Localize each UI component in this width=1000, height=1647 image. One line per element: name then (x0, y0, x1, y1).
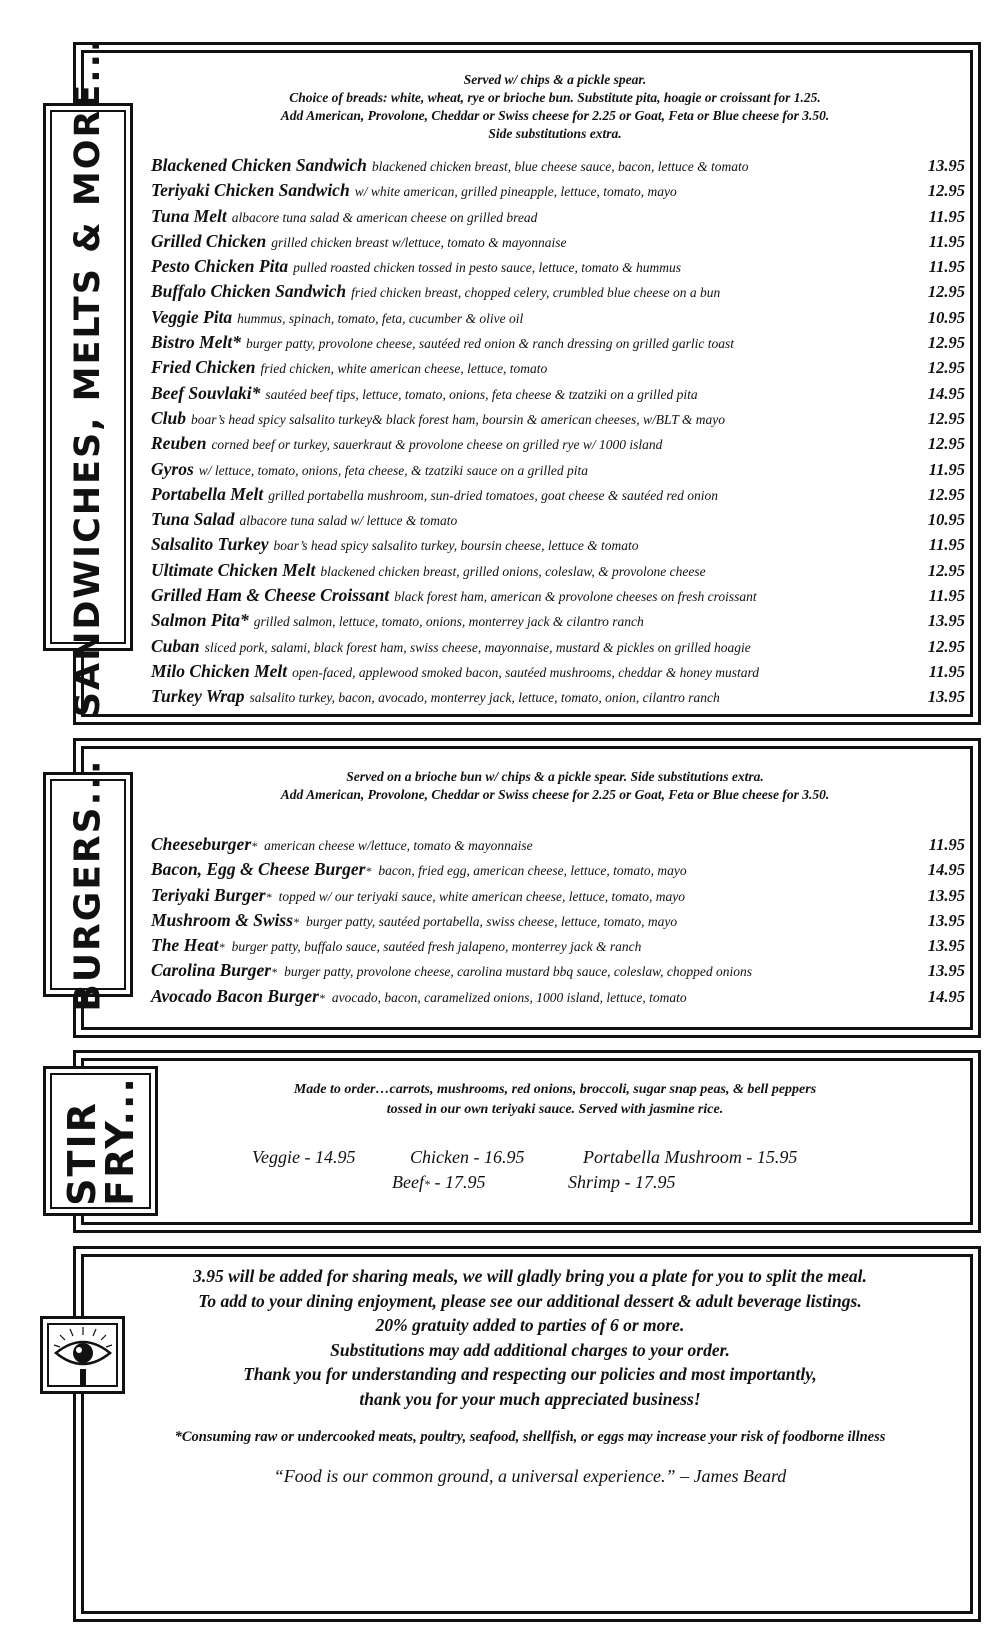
james-beard-quote: “Food is our common ground, a universal experience.” – James Beard (273, 1466, 787, 1486)
menu-item-price: 11.95 (928, 835, 965, 854)
sandwiches-list (151, 155, 965, 712)
menu-item (151, 885, 965, 910)
policy-line: To add to your dining enjoyment, please see our additional dessert & adult beverage listings. (198, 1290, 862, 1311)
menu-item (151, 459, 965, 484)
menu-item-star: * (293, 914, 300, 929)
policy-line: Substitutions may add additional charges to your order. (330, 1339, 730, 1360)
menu-item-description: w/ lettuce, tomato, onions, feta cheese, & tzatziki sauce on a grilled pita (198, 462, 588, 478)
menu-item-name: Tuna Salad (151, 509, 235, 530)
menu-item-description: topped w/ our teriyaki sauce, white american cheese, lettuce, tomato, mayo (278, 888, 685, 904)
menu-item-description: sliced pork, salami, black forest ham, swiss cheese, mayonnaise, mustard & pickles on grilled hoagie (204, 639, 751, 655)
menu-item (151, 661, 965, 686)
menu-item-name: Portabella Melt (151, 483, 264, 504)
menu-item (151, 408, 965, 433)
menu-item-name: Milo Chicken Melt (151, 660, 288, 681)
stirfry-beef-star: * (423, 1177, 430, 1191)
menu-item-name: The Heat (151, 935, 219, 956)
menu-item-name: Grilled Ham & Cheese Croissant (151, 585, 390, 606)
menu-item-price: 11.95 (928, 661, 965, 681)
menu-item-price: 13.95 (927, 885, 965, 905)
menu-item-price: 11.95 (928, 535, 965, 555)
menu-item-price: 12.95 (927, 358, 965, 378)
menu-item-name: Beef Souvlaki* (151, 382, 261, 403)
menu-item-price: 12.95 (927, 560, 965, 580)
sandwiches-intro-line: Add American, Provolone, Cheddar or Swiss cheese for 2.25 or Goat, Feta or Blue cheese for 3.50. (280, 108, 830, 123)
menu-item-price: 13.95 (927, 611, 965, 631)
menu-item-star: * (365, 864, 372, 879)
menu-item-name: Grilled Chicken (151, 230, 267, 251)
menu-item-price: 11.95 (928, 257, 965, 277)
menu-item-description: black forest ham, american & provolone cheeses on fresh croissant (394, 589, 757, 605)
menu-item-name: Buffalo Chicken Sandwich (151, 281, 347, 302)
menu-item-name: Teriyaki Chicken Sandwich (151, 180, 350, 201)
menu-item (151, 610, 965, 635)
sandwiches-title: SANDWICHES, MELTS & MORE... (68, 36, 108, 718)
policies-tab (40, 1316, 125, 1394)
menu-item (151, 307, 965, 332)
menu-item-star: * (251, 839, 258, 853)
menu-item (151, 960, 965, 985)
menu-item-description: grilled portabella mushroom, sun-dried tomatoes, goat cheese & sautéed red onion (268, 487, 718, 503)
menu-item-description: hummus, spinach, tomato, feta, cucumber & olive oil (237, 310, 524, 326)
menu-item-description: burger patty, provolone cheese, sautéed red onion & ranch dressing on grilled garlic toast (245, 336, 735, 352)
burgers-list (151, 834, 965, 1011)
menu-item-description: fried chicken breast, chopped celery, crumbled blue cheese on a bun (351, 285, 721, 301)
menu-item-description: bacon, fried egg, american cheese, lettuce, tomato, mayo (378, 863, 687, 879)
menu-item (151, 484, 965, 509)
menu-item-description: albacore tuna salad w/ lettuce & tomato (239, 513, 458, 529)
menu-item-name: Salsalito Turkey (151, 534, 269, 555)
menu-item (151, 686, 965, 711)
menu-item-name: Ultimate Chicken Melt (151, 559, 316, 580)
stirfry-title-line2: FRY... (97, 1076, 142, 1206)
menu-item-name: Mushroom & Swiss (151, 909, 294, 930)
menu-item-description: corned beef or turkey, sauerkraut & provolone cheese on grilled rye w/ 1000 island (211, 437, 663, 453)
menu-item-name: Fried Chicken (151, 357, 256, 378)
stirfry-beef-name: Beef (392, 1172, 424, 1192)
menu-item-name: Tuna Melt (151, 205, 227, 226)
menu-item-price: 13.95 (927, 156, 965, 175)
menu-item-description: sautéed beef tips, lettuce, tomato, onions, feta cheese & tzatziki on a grilled pita (265, 386, 698, 402)
menu-item-price: 12.95 (927, 484, 965, 504)
menu-item-name: Turkey Wrap (151, 686, 245, 707)
menu-item (151, 383, 965, 408)
menu-item (151, 256, 965, 281)
menu-item-name: Pesto Chicken Pita (151, 256, 289, 277)
stirfry-intro-line: Made to order…carrots, mushrooms, red onions, broccoli, sugar snap peas, & bell peppers (293, 1082, 817, 1097)
menu-item-price: 12.95 (927, 636, 965, 656)
menu-item-description: burger patty, buffalo sauce, sautéed fresh jalapeno, monterrey jack & ranch (231, 939, 642, 955)
menu-item-star: * (318, 990, 325, 1005)
food-safety-disclaimer: *Consuming raw or undercooked meats, poultry, seafood, shellfish, or eggs may increase your risk of foodborne illness (174, 1429, 886, 1445)
menu-item-price: 13.95 (927, 687, 965, 707)
menu-item-name: Bistro Melt* (151, 332, 241, 353)
menu-item-price: 14.95 (927, 383, 965, 403)
burgers-tab (43, 757, 133, 1012)
menu-item-price: 14.95 (927, 986, 965, 1006)
menu-item (151, 585, 965, 610)
stirfry-option-veggie: Veggie - 14.95 (252, 1147, 356, 1167)
stirfry-section (73, 1050, 981, 1233)
menu-item (151, 509, 965, 534)
menu-item-name: Blackened Chicken Sandwich (151, 155, 367, 175)
stirfry-intro (170, 1080, 940, 1120)
menu-item-price: 11.95 (928, 586, 965, 606)
menu-item-description: albacore tuna salad & american cheese on grilled bread (231, 209, 538, 225)
menu-item-price: 11.95 (928, 231, 965, 251)
menu-item-name: Salmon Pita* (151, 610, 249, 631)
menu-item (151, 534, 965, 559)
menu-item-name: Carolina Burger (151, 960, 272, 981)
menu-item-price: 12.95 (927, 181, 965, 201)
menu-item-description: avocado, bacon, caramelized onions, 1000 island, lettuce, tomato (331, 989, 687, 1005)
stirfry-beef-price: - 17.95 (429, 1172, 486, 1192)
menu-item-price: 12.95 (927, 282, 965, 302)
burgers-title: BURGERS... (67, 757, 109, 1012)
menu-item-description: w/ white american, grilled pineapple, lettuce, tomato, mayo (354, 184, 677, 200)
menu-item (151, 986, 965, 1011)
menu-item-description: boar’s head spicy salsalito turkey& black forest ham, boursin & american cheeses, w/BLT & mayo (191, 411, 725, 427)
menu-item-description: open-faced, applewood smoked bacon, sautéed mushrooms, cheddar & honey mustard (292, 664, 760, 680)
policy-line: thank you for your much appreciated business! (359, 1388, 701, 1409)
menu-item-star: * (265, 889, 272, 904)
policy-line: Thank you for understanding and respecting our policies and most importantly, (243, 1364, 817, 1384)
menu-item-price: 13.95 (927, 910, 965, 930)
policy-line: 3.95 will be added for sharing meals, we will gladly bring you a plate for you to split the meal. (193, 1266, 867, 1286)
menu-item-name: Cuban (151, 635, 200, 656)
menu-item (151, 180, 965, 205)
sandwiches-intro-line: Side substitutions extra. (488, 126, 622, 141)
menu-item-name: Bacon, Egg & Cheese Burger (151, 859, 366, 880)
menu-item (151, 910, 965, 935)
menu-item (151, 859, 965, 884)
menu-item-price: 10.95 (927, 307, 965, 327)
menu-item-price: 12.95 (927, 434, 965, 454)
stirfry-title-line1: STIR (59, 1101, 104, 1206)
menu-item (151, 433, 965, 458)
menu-item-description: burger patty, sautéed portabella, swiss cheese, lettuce, tomato, mayo (306, 913, 678, 929)
menu-item-price: 12.95 (927, 333, 965, 353)
menu-item (151, 155, 965, 180)
menu-item-price: 12.95 (927, 408, 965, 428)
sandwiches-intro-line: Choice of breads: white, wheat, rye or brioche bun. Substitute pita, hoagie or croissant for 1.25. (289, 90, 821, 105)
menu-item (151, 231, 965, 256)
stirfry-intro-line: tossed in our own teriyaki sauce. Served with jasmine rice. (386, 1102, 724, 1117)
menu-item (151, 357, 965, 382)
menu-item-price: 11.95 (928, 459, 965, 479)
menu-item-star: * (271, 965, 278, 980)
stirfry-option-chicken: Chicken - 16.95 (410, 1147, 525, 1167)
menu-item-price: 13.95 (927, 936, 965, 956)
burgers-intro (150, 768, 960, 804)
menu-item-name: Teriyaki Burger (151, 884, 266, 905)
menu-item-description: american cheese w/lettuce, tomato & mayonnaise (264, 838, 533, 853)
menu-item-description: grilled chicken breast w/lettuce, tomato & mayonnaise (271, 234, 567, 250)
menu-item-price: 10.95 (927, 510, 965, 530)
menu-item (151, 281, 965, 306)
menu-item-price: 13.95 (927, 961, 965, 981)
menu-item-price: 11.95 (928, 206, 965, 226)
menu-item-description: grilled salmon, lettuce, tomato, onions, monterrey jack & cilantro ranch (253, 614, 644, 630)
menu-item-name: Avocado Bacon Burger (151, 985, 319, 1006)
stirfry-option-portabella: Portabella Mushroom - 15.95 (583, 1147, 798, 1167)
stirfry-tab (43, 1066, 158, 1216)
menu-item-name: Club (151, 407, 187, 428)
menu-item-name: Reuben (151, 433, 207, 454)
stirfry-title (59, 1076, 142, 1206)
burgers-intro-line: Served on a brioche bun w/ chips & a pickle spear. Side substitutions extra. (346, 769, 764, 784)
menu-item-description: pulled roasted chicken tossed in pesto sauce, lettuce, tomato & hummus (293, 260, 682, 276)
menu-item-name: Gyros (151, 458, 194, 479)
stirfry-option-shrimp: Shrimp - 17.95 (568, 1172, 676, 1192)
sandwiches-intro-line: Served w/ chips & a pickle spear. (463, 72, 647, 87)
menu-item-description: boar’s head spicy salsalito turkey, boursin cheese, lettuce & tomato (273, 538, 639, 554)
sandwiches-intro (150, 71, 960, 143)
menu-item-name: Cheeseburger (151, 834, 252, 854)
burgers-intro-line: Add American, Provolone, Cheddar or Swiss cheese for 2.25 or Goat, Feta or Blue cheese for 3.50. (280, 787, 830, 802)
menu-item (151, 834, 965, 859)
menu-item-description: salsalito turkey, bacon, avocado, monterrey jack, lettuce, tomato, onion, cilantro ranch (249, 690, 720, 706)
menu-item (151, 332, 965, 357)
menu-item-name: Veggie Pita (151, 306, 233, 327)
menu-item-star: * (218, 940, 225, 955)
menu-item (151, 560, 965, 585)
menu-item (151, 935, 965, 960)
policies-text (90, 1264, 970, 1411)
policy-line: 20% gratuity added to parties of 6 or more. (375, 1315, 685, 1335)
menu-item (151, 206, 965, 231)
menu-item-description: fried chicken, white american cheese, lettuce, tomato (260, 361, 548, 377)
menu-item-description: blackened chicken breast, blue cheese sauce, bacon, lettuce & tomato (371, 159, 749, 174)
menu-item-description: burger patty, provolone cheese, carolina mustard bbq sauce, coleslaw, chopped onions (284, 964, 753, 980)
eye-icon (48, 1323, 118, 1387)
menu-item-description: blackened chicken breast, grilled onions, coleslaw, & provolone cheese (320, 563, 706, 579)
sandwiches-tab (43, 36, 133, 718)
menu-item (151, 636, 965, 661)
stirfry-option-beef (392, 1172, 485, 1193)
menu-item-price: 14.95 (927, 860, 965, 880)
